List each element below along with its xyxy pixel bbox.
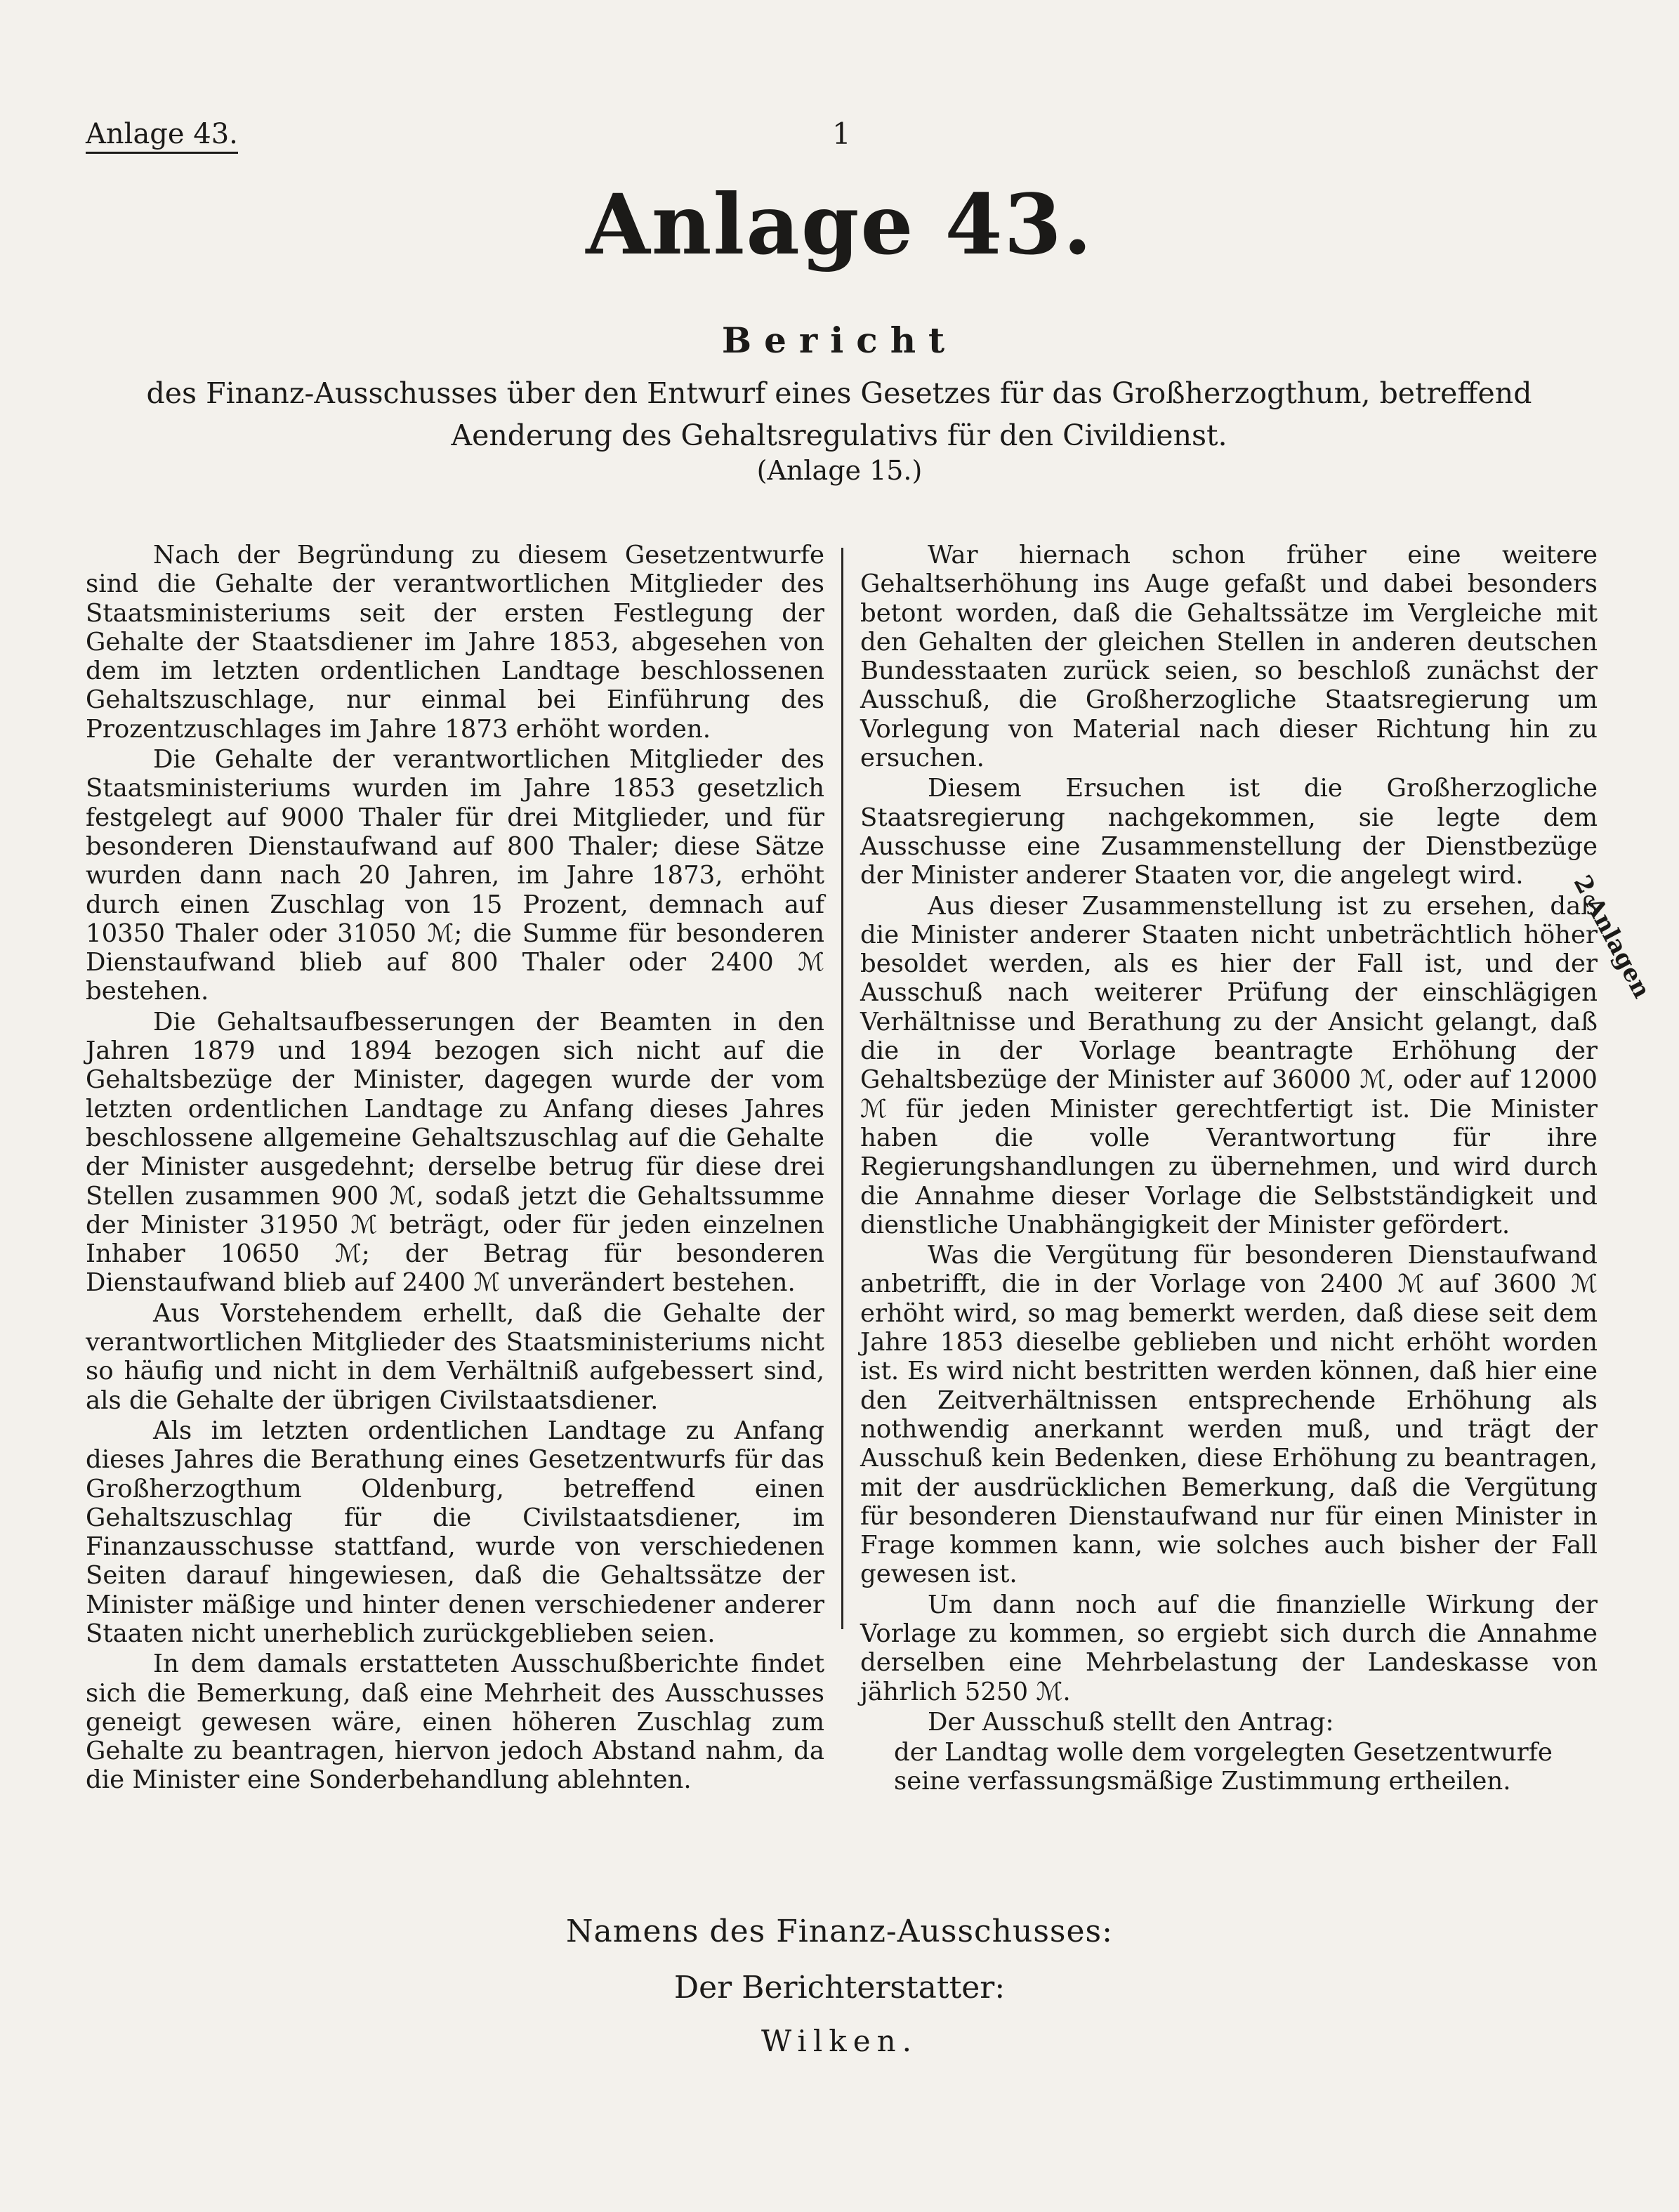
margin-annotation: 2 Anlagen [1567,871,1656,1003]
subtitle-line-1: des Finanz-Ausschusses über den Entwurf eines Gesetzes für das Großherzogthum, betreffend [146,376,1532,410]
annex-reference: (Anlage 15.) [756,455,923,486]
left-paragraph-1: Nach der Begründung zu diesem Gesetzentwurfe sind die Gehalte der verantwortlichen Mitglieder des Staatsministeriums seit der ersten Festlegung der Gehalte der Staatsdiener im Jahre 1853, abgesehen von dem im letzten ordentlichen Landtage beschlossenen Gehaltszuschlage, nur einmal bei Einführung des Prozentzuschlages im Jahre 1873 erhöht worden. [86,541,824,744]
subtitle-line-2: Aenderung des Gehaltsregulativs für den Civildienst. [451,419,1227,452]
right-paragraph-1: War hiernach schon früher eine weitere Gehaltserhöhung ins Auge gefaßt und dabei besonders betont worden, daß die Gehaltssätze im Vergleiche mit den Gehalten der gleichen Stellen in anderen deutschen Bundesstaaten zurück seien, so beschloß zunächst der Ausschuß, die Großherzogliche Staatsregierung um Vorlegung von Material nach dieser Richtung hin zu ersuchen. [860,541,1598,773]
right-column [860,541,1598,1798]
left-paragraph-2: Die Gehalte der verantwortlichen Mitglieder des Staatsministeriums wurden im Jahre 1853 gesetzlich festgelegt auf 9000 Thaler für drei Mitglieder, und für besonderen Dienstaufwand auf 800 Thaler; diese Sätze wurden dann nach 20 Jahren, im Jahre 1873, erhöht durch einen Zuschlag von 15 Prozent, demnach auf 10350 Thaler oder 31050 ℳ; die Summe für besonderen Dienstaufwand blieb auf 800 Thaler oder 2400 ℳ bestehen. [86,745,824,1006]
running-head: Anlage 43. [86,118,238,154]
report-subtitle [119,372,1559,456]
left-paragraph-5: Als im letzten ordentlichen Landtage zu Anfang dieses Jahres die Berathung eines Gesetzentwurfs für das Großherzogthum Oldenburg, betreffend einen Gehaltszuschlag für die Civilstaatsdiener, im Finanzausschusse stattfand, wurde von verschiedenen Seiten darauf hingewiesen, daß die Gehaltssätze der Minister mäßige und hinter denen verschiedener anderer Staaten nicht unerheblich zurückgeblieben seien. [86,1416,824,1648]
right-paragraph-5: Um dann noch auf die finanzielle Wirkung der Vorlage zu kommen, so ergiebt sich durch die Annahme derselben eine Mehrbelastung der Landeskasse von jährlich 5250 ℳ. [860,1590,1598,1706]
signature-committee: Namens des Finanz-Ausschusses: [566,1914,1113,1949]
column-divider [841,548,843,1629]
left-column [86,541,824,1796]
motion-text: der Landtag wolle dem vorgelegten Gesetzentwurfe seine verfassungsmäßige Zustimmung ertheilen. [894,1738,1553,1796]
signature-rapporteur-label: Der Berichterstatter: [673,1970,1006,2006]
right-paragraph-6: Der Ausschuß stellt den Antrag: [928,1707,1334,1737]
page-number: 1 [832,117,851,151]
right-paragraph-3: Aus dieser Zusammenstellung ist zu ersehen, daß die Minister anderer Staaten nicht unbeträchtlich höher besoldet werden, als es hier der Fall ist, und der Ausschuß nach weiterer Prüfung der einschlägigen Verhältnisse und Berathung zu der Ansicht gelangt, daß die in der Vorlage beantragte Erhöhung der Gehaltsbezüge der Minister auf 36000 ℳ, oder auf 12000 ℳ für jeden Minister gerechtfertigt ist. Die Minister haben die volle Verantwortung für ihre Regierungshandlungen zu übernehmen, und wird durch die Annahme dieser Vorlage die Selbstständigkeit und dienstliche Unabhängigkeit der Minister gefördert. [860,891,1598,1239]
left-paragraph-3: Die Gehaltsaufbesserungen der Beamten in den Jahren 1879 und 1894 bezogen sich nicht auf die Gehaltsbezüge der Minister, dagegen wurde der vom letzten ordentlichen Landtage zu Anfang dieses Jahres beschlossene allgemeine Gehaltszuschlag auf die Gehalte der Minister ausgedehnt; derselbe betrug für diese drei Stellen zusammen 900 ℳ, sodaß jetzt die Gehaltssumme der Minister 31950 ℳ beträgt, oder für jeden einzelnen Inhaber 10650 ℳ; der Betrag für besonderen Dienstaufwand blieb auf 2400 ℳ unverändert bestehen. [86,1007,824,1298]
left-paragraph-6: In dem damals erstatteten Ausschußberichte findet sich die Bemerkung, daß eine Mehrheit des Ausschusses geneigt gewesen wäre, einen höheren Zuschlag zum Gehalte zu beantragen, hiervon jedoch Abstand nahm, da die Minister eine Sonderbehandlung ablehnten. [86,1650,824,1795]
right-paragraph-4: Was die Vergütung für besonderen Dienstaufwand anbetrifft, die in der Vorlage von 2400 ℳ auf 3600 ℳ erhöht wird, so mag bemerkt werden, daß diese seit dem Jahre 1853 dieselbe geblieben und nicht erhöht worden ist. Es wird nicht bestritten werden können, daß hier eine den Zeitverhältnissen entsprechende Erhöhung als nothwendig anerkannt werden muß, und trägt der Ausschuß kein Bedenken, diese Erhöhung zu beantragen, mit der ausdrücklichen Bemerkung, daß die Vergütung für besonderen Dienstaufwand nur für einen Minister in Frage kommen kann, wie solches auch bisher der Fall gewesen ist. [860,1241,1598,1589]
left-paragraph-4: Aus Vorstehendem erhellt, daß die Gehalte der verantwortlichen Mitglieder des Staatsministeriums nicht so häufig und nicht in dem Verhältniß aufgebessert sind, als die Gehalte der übrigen Civilstaatsdiener. [86,1298,824,1415]
right-paragraph-2: Diesem Ersuchen ist die Großherzogliche Staatsregierung nachgekommen, sie legte dem Ausschusse eine Zusammenstellung der Dienstbezüge der Minister anderer Staaten vor, die angelegt wird. [860,774,1598,890]
signature-name: Wilken. [761,2024,918,2058]
document-title: Anlage 43. [586,176,1093,273]
report-heading: Bericht [721,320,958,361]
